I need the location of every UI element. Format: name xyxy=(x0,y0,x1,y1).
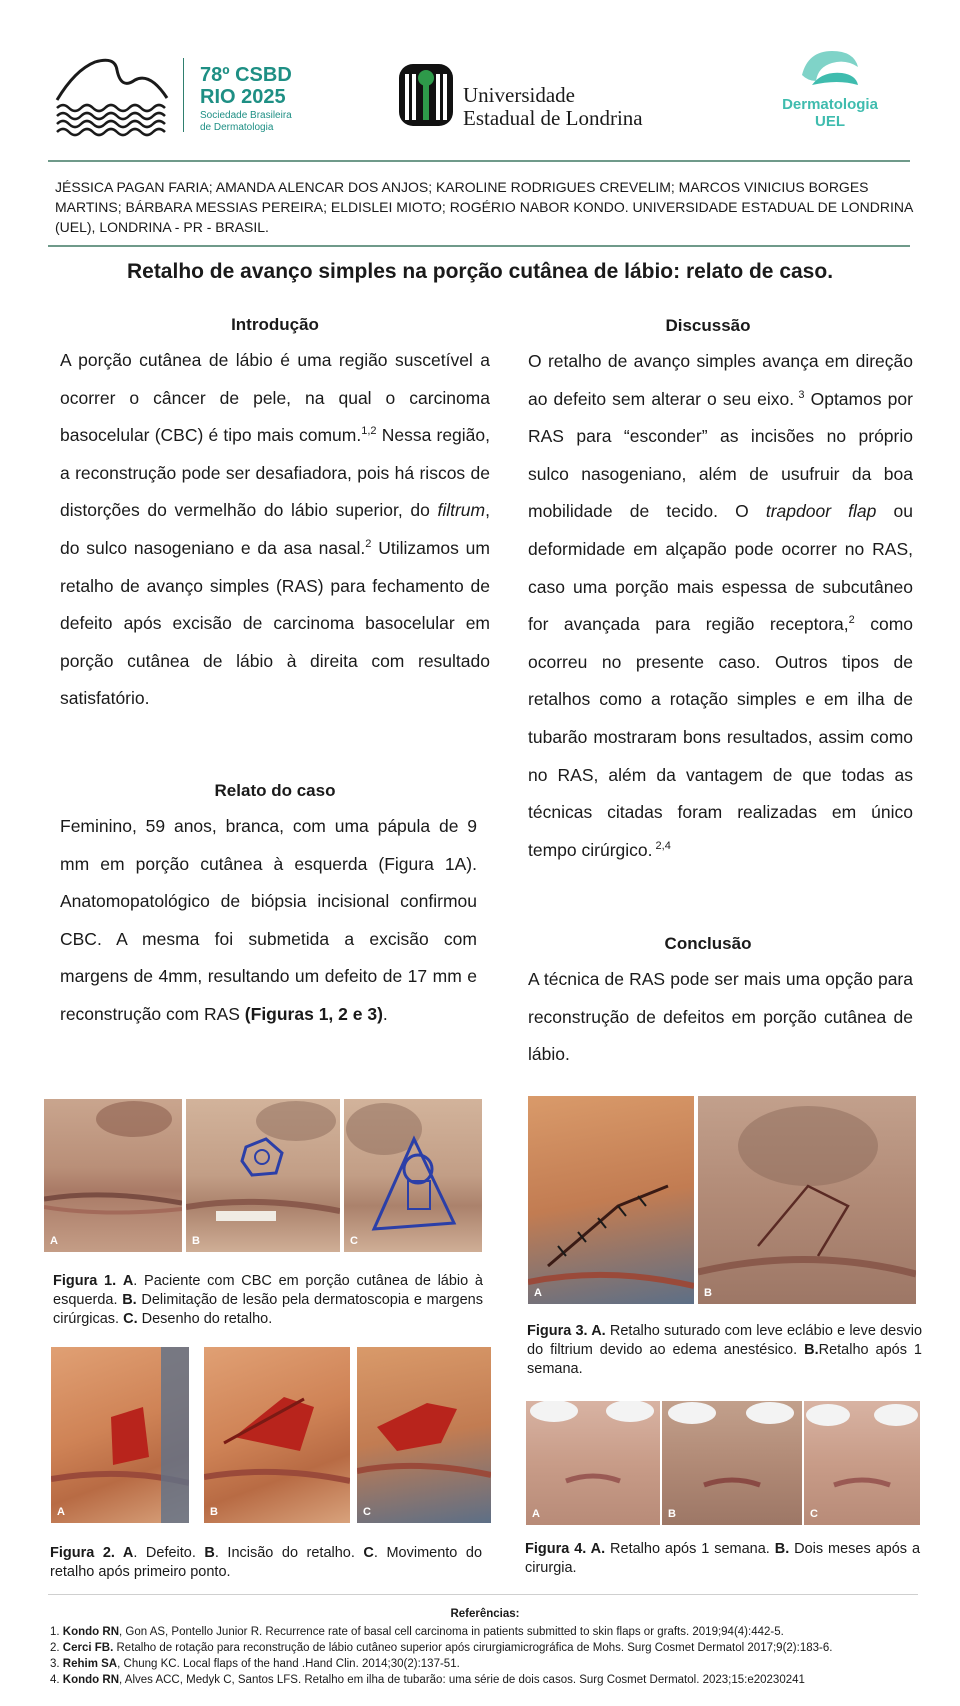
fig3-cap-b2: B. xyxy=(804,1342,819,1358)
fig4-label-a: A xyxy=(532,1508,540,1520)
discussion-text-5: como ocorreu no presente caso. Outros tipos de retalhos como a rotação simples e em ilha de tubarão mostraram bons resultados, assim como no RAS, além da vantagem de que todas as técnicas citadas foram realizadas em único tempo cirúrgico. xyxy=(528,614,914,860)
fig1-cap-b4: C. xyxy=(123,1311,138,1327)
fig2-cap-t2: . Incisão do retalho. xyxy=(214,1545,364,1561)
csbd-line2: RIO 2025 xyxy=(200,86,286,108)
fig3-cap-b1: Figura 3. A. xyxy=(527,1323,606,1339)
csbd-logo xyxy=(55,50,305,140)
fig1-cap-t3: Desenho do retalho. xyxy=(137,1311,273,1327)
lip-sketch-icon xyxy=(44,1099,182,1252)
fig3-cap-t2: Retalho após 1 semana. xyxy=(527,1342,922,1377)
uel-line2: Estadual de Londrina xyxy=(463,106,643,130)
fig4-cap-t1: Retalho após 1 semana. xyxy=(605,1541,775,1557)
fig1-cap-t1: . Paciente com CBC em porção cutânea de lábio à esquerda. xyxy=(53,1273,483,1308)
discussion-text-3: trapdoor flap xyxy=(765,501,877,522)
references xyxy=(50,1606,920,1688)
fig2-cap-b1: Figura 2. A xyxy=(50,1545,134,1561)
logo-divider xyxy=(183,58,184,132)
header-divider xyxy=(48,160,910,162)
case-heading: Relato do caso xyxy=(214,781,336,800)
authors: JÉSSICA PAGAN FARIA; AMANDA ALENCAR DOS ANJOS; KAROLINE RODRIGUES CREVELIM; MARCOS VINICIUS BORGES MARTINS; BÁRBARA MESSIAS PEREIRA; ELDISLEI MIOTO; ROGÉRIO NABOR KONDO. UNIVERSIDADE ESTADUAL DE LONDRINA (UEL), LONDRINA - PR - BRASIL. xyxy=(55,179,913,235)
fig2-photo-c xyxy=(357,1347,491,1523)
reference-author: Rehim SA xyxy=(62,1658,118,1670)
discussion-text-1: O retalho de avanço simples avança em direção ao defeito sem alterar o seu eixo. xyxy=(528,351,913,409)
intro-text-1: A porção cutânea de lábio é uma região suscetível a ocorrer o câncer de pele, na qual o carcinoma basocelular (CBC) é tipo mais comum. xyxy=(60,350,490,446)
discussion-text xyxy=(528,343,913,869)
dermatologia-uel-logo xyxy=(770,45,890,135)
case-text-1: Feminino, 59 anos, branca, com uma pápula de 9 mm em porção cutânea à esquerda (Figura 1A). Anatomopatológico de biópsia incisional confirmou CBC. A mesma foi submetida a excisão com margens de 4mm, resultando um defeito de 17 mm e reconstrução com RAS xyxy=(60,816,477,1024)
fig2-cap-t1: . Defeito. xyxy=(133,1545,205,1561)
case-text xyxy=(60,808,477,1034)
intro-text-5: Utilizamos um retalho de avanço simples (RAS) para fechamento de defeito após excisão de carcinoma basocelular em porção cutânea de lábio à direita com resultado satisfatório. xyxy=(60,537,490,709)
fig2-caption xyxy=(50,1544,482,1582)
fig2-label-c: C xyxy=(363,1506,371,1518)
reference-author: Kondo RN xyxy=(62,1626,120,1638)
intro-heading: Introdução xyxy=(231,315,319,334)
fig2-cap-b2: B xyxy=(204,1545,215,1561)
fig4-cap-t2: Dois meses após a cirurgia. xyxy=(525,1541,921,1576)
healed-flap-icon xyxy=(698,1096,916,1304)
fig2-photo-b xyxy=(204,1347,350,1523)
fig1-label-b: B xyxy=(192,1235,200,1247)
reference-num: 4. xyxy=(50,1674,63,1686)
discussion-sup-1: 3 xyxy=(794,388,805,401)
flap-design-icon xyxy=(344,1099,482,1252)
fig4-photo-b xyxy=(662,1401,802,1525)
discussion-heading: Discussão xyxy=(665,316,751,335)
fig3-label-a: A xyxy=(534,1287,542,1299)
wave-icon xyxy=(798,45,862,93)
intro-text xyxy=(60,342,490,718)
csbd-line3: Sociedade Brasileira xyxy=(200,110,292,121)
discussion-text-4: ou deformidade em alçapão pode ocorrer no RAS, caso uma porção mais espessa de subcutâneo for avançada para região receptora, xyxy=(528,501,913,635)
fig2-cap-b3: C xyxy=(363,1545,374,1561)
derm-line1: Dermatologia xyxy=(782,96,878,113)
csbd-subtitle xyxy=(200,110,292,134)
uel-logo xyxy=(395,60,655,135)
face-two-months-icon xyxy=(662,1401,802,1525)
sutured-flap-icon xyxy=(528,1096,694,1304)
fig4-label-b: B xyxy=(668,1508,676,1520)
fig1-photo-a xyxy=(44,1099,182,1252)
intro-sup-2: 2 xyxy=(365,538,372,551)
fig3-photo-b xyxy=(698,1096,916,1304)
fig1-cap-b2: A xyxy=(122,1273,134,1289)
fig1-photo-c xyxy=(344,1099,482,1252)
fig1-label-a: A xyxy=(50,1235,58,1247)
derm-line2: UEL xyxy=(815,113,845,130)
fig1-photo-b xyxy=(186,1099,340,1252)
fig4-photo-c xyxy=(804,1401,920,1525)
fig1-cap-b3: B. xyxy=(122,1292,137,1308)
sugarloaf-waves-icon xyxy=(55,50,173,140)
fig4-photo-a xyxy=(526,1401,660,1525)
flap-movement-icon xyxy=(357,1347,491,1523)
fig2-label-b: B xyxy=(210,1506,218,1518)
uel-line1: Universidade xyxy=(463,83,575,107)
defect-icon xyxy=(51,1347,189,1523)
reference-item xyxy=(50,1624,920,1640)
face-after-1-week-icon xyxy=(526,1401,660,1525)
fig4-cap-b2: B. xyxy=(774,1541,790,1557)
page-title: Retalho de avanço simples na porção cutânea de lábio: relato de caso. xyxy=(126,260,834,283)
face-profile-icon xyxy=(804,1401,920,1525)
reference-author: Kondo RN xyxy=(62,1674,120,1686)
reference-rest: , Alves ACC, Medyk C, Santos LFS. Retalho em ilha de tubarão: uma série de dois casos. Surg Cosmet Dermatol. 2023;15:e20230241 xyxy=(119,1674,805,1686)
case-text-2: (Figuras 1, 2 e 3) xyxy=(244,1003,383,1024)
reference-item xyxy=(50,1672,920,1688)
reference-num: 3. xyxy=(50,1658,63,1670)
fig4-label-c: C xyxy=(810,1508,818,1520)
authors-divider xyxy=(48,245,910,247)
reference-rest: Retalho de rotação para reconstrução de lábio cutâneo superior após cirurgiamicrográfica de Mohs. Surg Cosmet Dermatol 2017;9(2):183-6. xyxy=(113,1642,833,1654)
fig1-cap-t2: Delimitação de lesão pela dermatoscopia e margens cirúrgicas. xyxy=(53,1292,483,1327)
discussion-sup-3: 2,4 xyxy=(652,839,671,852)
fig3-caption xyxy=(527,1322,922,1379)
reference-rest: , Chung KC. Local flaps of the hand .Hand Clin. 2014;30(2):137-51. xyxy=(117,1658,460,1670)
fig4-cap-b1: Figura 4. A. xyxy=(525,1541,606,1557)
intro-text-4: , do sulco nasogeniano e da asa nasal. xyxy=(60,500,490,558)
reference-item xyxy=(50,1640,920,1656)
flap-incision-icon xyxy=(204,1347,350,1523)
reference-author: Cerci FB. xyxy=(62,1642,114,1654)
fig2-label-a: A xyxy=(57,1506,65,1518)
intro-text-2: Nessa região, a reconstrução pode ser desafiadora, pois há riscos de distorções do vermelhão do lábio superior, do xyxy=(60,425,490,521)
fig2-photo-a xyxy=(51,1347,189,1523)
csbd-line4: de Dermatologia xyxy=(200,122,274,133)
discussion-text-2: Optamos por RAS para “esconder” as incisões no próprio sulco nasogeniano, além de usufruir da boa mobilidade de tecido. O xyxy=(528,388,913,522)
conclusion-text: A técnica de RAS pode ser mais uma opção para reconstrução de defeitos em porção cutânea de lábio. xyxy=(528,969,913,1065)
fig1-label-c: C xyxy=(350,1235,358,1247)
lesion-marking-icon xyxy=(186,1099,340,1252)
reference-rest: , Gon AS, Pontello Junior R. Recurrence rate of basal cell carcinoma in patients submitted to skin flaps or grafts. 2019;94(4):442-5. xyxy=(119,1626,784,1638)
discussion-sup-2: 2 xyxy=(848,614,855,627)
fig3-label-b: B xyxy=(704,1287,712,1299)
reference-num: 1. xyxy=(50,1626,63,1638)
uel-emblem-icon xyxy=(395,60,457,130)
fig1-cap-b1: Figura 1. xyxy=(53,1273,117,1289)
references-heading: Referências: xyxy=(450,1608,520,1620)
fig2-cap-t3: . Movimento do retalho após primeiro ponto. xyxy=(50,1545,483,1580)
fig3-cap-t1: Retalho suturado com leve eclábio e leve desvio do filtrium devido ao edema anestésico. xyxy=(527,1323,923,1358)
reference-num: 2. xyxy=(50,1642,63,1654)
reference-item xyxy=(50,1656,920,1672)
case-text-3: . xyxy=(382,1003,388,1024)
references-divider xyxy=(48,1594,918,1595)
intro-text-3: filtrum xyxy=(437,500,486,521)
intro-sup-1: 1,2 xyxy=(361,425,377,438)
fig3-photo-a xyxy=(528,1096,694,1304)
csbd-line1: 78º CSBD xyxy=(200,64,292,86)
uel-name xyxy=(463,84,643,130)
conclusion-heading: Conclusão xyxy=(664,934,752,953)
fig4-caption xyxy=(525,1540,920,1578)
fig1-caption xyxy=(53,1272,483,1329)
